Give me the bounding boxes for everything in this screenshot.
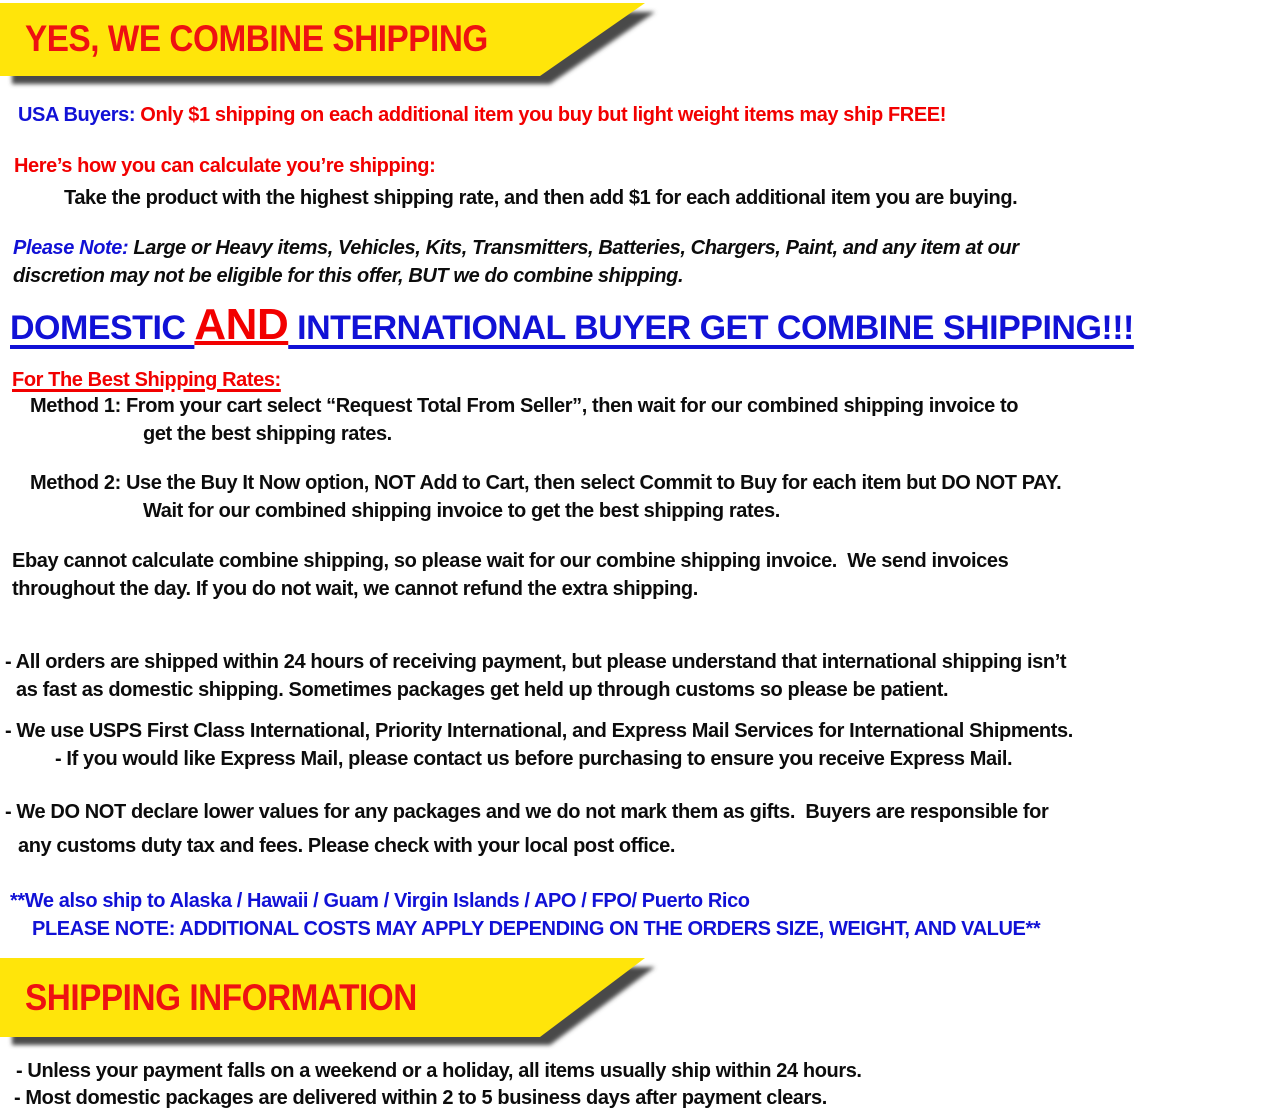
usa-buyers-text: Only $1 shipping on each additional item you buy but light weight items may ship FREE! xyxy=(140,104,946,126)
orders-line2: as fast as domestic shipping. Sometimes packages get held up through customs so please be patient. xyxy=(16,679,949,701)
customs-line1: - We DO NOT declare lower values for any packages and we do not mark them as gifts. Buyers are responsible for xyxy=(5,801,1049,823)
shipping-info-line2: - Most domestic packages are delivered within 2 to 5 business days after payment clears. xyxy=(14,1087,827,1109)
method2-line2: Wait for our combined shipping invoice to get the best shipping rates. xyxy=(143,500,780,522)
calculate-heading: Here’s how you can calculate you’re shipping: xyxy=(14,155,436,177)
combine-shipping-banner-title: YES, WE COMBINE SHIPPING xyxy=(25,18,488,59)
shipping-information-banner-title: SHIPPING INFORMATION xyxy=(25,977,417,1018)
customs-line2: any customs duty tax and fees. Please check with your local post office. xyxy=(18,835,675,857)
calculate-body: Take the product with the highest shipping rate, and then add $1 for each additional item you are buying. xyxy=(64,187,1018,209)
method2-line1: Method 2: Use the Buy It Now option, NOT Add to Cart, then select Commit to Buy for each item but DO NOT PAY. xyxy=(30,472,1062,494)
carriers-line2: - If you would like Express Mail, please contact us before purchasing to ensure you receive Express Mail. xyxy=(55,748,1013,770)
please-note-line2: discretion may not be eligible for this offer, BUT we do combine shipping. xyxy=(13,265,684,287)
method1-line2: get the best shipping rates. xyxy=(143,423,392,445)
territories-line1: **We also ship to Alaska / Hawaii / Guam / Virgin Islands / APO / FPO/ Puerto Rico xyxy=(10,890,750,912)
ebay-note-line1: Ebay cannot calculate combine shipping, so please wait for our combine shipping invoice. We send invoices xyxy=(12,550,1009,572)
combine-shipping-headline xyxy=(10,300,1134,350)
headline-domestic: DOMESTIC xyxy=(10,309,195,347)
please-note-line1 xyxy=(13,236,1019,260)
orders-line1: - All orders are shipped within 24 hours of receiving payment, but please understand that international shipping isn’t xyxy=(5,651,1067,673)
headline-and: AND xyxy=(194,300,289,349)
ebay-note-line2: throughout the day. If you do not wait, we cannot refund the extra shipping. xyxy=(12,578,698,600)
territories-line2: PLEASE NOTE: ADDITIONAL COSTS MAY APPLY DEPENDING ON THE ORDERS SIZE, WEIGHT, AND VALUE** xyxy=(32,918,1041,940)
usa-buyers-line xyxy=(18,103,946,127)
please-note-text1: Large or Heavy items, Vehicles, Kits, Transmitters, Batteries, Chargers, Paint, and any item at our xyxy=(133,237,1019,259)
usa-buyers-label: USA Buyers: xyxy=(18,104,141,126)
method1-line1: Method 1: From your cart select “Request Total From Seller”, then wait for our combined shipping invoice to xyxy=(30,395,1019,417)
best-rates-heading: For The Best Shipping Rates: xyxy=(12,369,281,391)
headline-rest: INTERNATIONAL BUYER GET COMBINE SHIPPING!!! xyxy=(288,309,1134,347)
please-note-label: Please Note: xyxy=(13,237,134,259)
shipping-info-line1: - Unless your payment falls on a weekend or a holiday, all items usually ship within 24 hours. xyxy=(16,1060,862,1082)
carriers-line1: - We use USPS First Class International, Priority International, and Express Mail Services for International Shipments. xyxy=(5,720,1073,742)
